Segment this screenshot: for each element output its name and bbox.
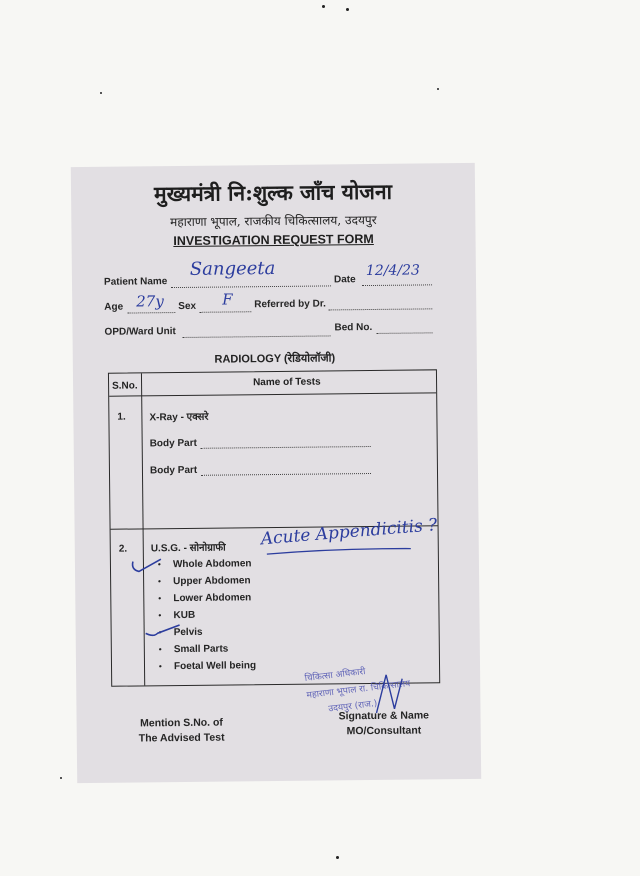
mention-sno-line2: The Advised Test: [138, 731, 225, 745]
usg-test: U.S.G. - सोनोग्राफी: [150, 542, 226, 555]
scan-speck: [336, 856, 339, 859]
sex-value[interactable]: F: [222, 290, 233, 309]
test-name-header: Name of Tests: [252, 376, 321, 389]
bullet-icon: •: [157, 645, 163, 655]
diagnosis-annotation: Acute Appendicitis ?: [260, 515, 439, 550]
opd-ward-label: OPD/Ward Unit: [104, 326, 176, 338]
stamp-line: महाराणा भूपाल रा. चिकित्सालय: [306, 679, 411, 701]
usg-option[interactable]: Small Parts: [173, 643, 229, 656]
consultant-label: MO/Consultant: [346, 724, 422, 738]
usg-option[interactable]: Whole Abdomen: [172, 558, 252, 571]
bullet-icon: •: [157, 594, 163, 604]
body-part-line[interactable]: [201, 446, 371, 449]
age-value[interactable]: 27y: [136, 292, 164, 311]
patient-name-value[interactable]: Sangeeta: [189, 257, 276, 280]
mention-sno-note: [139, 716, 225, 747]
stamp-line: चिकित्सा अधिकारी: [304, 667, 367, 685]
bullet-icon: •: [157, 662, 163, 672]
usg-option[interactable]: Foetal Well being: [173, 660, 257, 673]
row-1-sno: 1.: [117, 411, 126, 423]
date-value[interactable]: 12/4/23: [365, 262, 420, 280]
usg-option[interactable]: Lower Abdomen: [173, 592, 252, 605]
bed-no-label: Bed No.: [334, 321, 373, 334]
stamp-line: उदयपुर (राज.): [327, 698, 378, 715]
checkmark-icon: [144, 621, 184, 641]
body-part-line[interactable]: [201, 473, 371, 476]
investigation-request-form: [71, 163, 481, 783]
radiology-heading: RADIOLOGY (रेडियोलॉजी): [214, 352, 336, 366]
date-line: [362, 284, 432, 286]
mention-sno-line1: Mention S.No. of: [140, 716, 223, 730]
opd-ward-line[interactable]: [183, 335, 331, 338]
diagnosis-underline: [265, 546, 415, 558]
bullet-icon: •: [156, 560, 162, 570]
signature-block: [338, 708, 429, 739]
scan-speck: [437, 88, 439, 90]
bullet-icon: •: [157, 628, 163, 638]
usg-option[interactable]: Upper Abdomen: [173, 575, 251, 588]
bed-no-line[interactable]: [377, 332, 433, 334]
patient-name-label: Patient Name: [103, 276, 168, 288]
signature-label: Signature & Name: [338, 709, 430, 723]
body-part-label: Body Part: [149, 464, 198, 477]
form-title: INVESTIGATION REQUEST FORM: [173, 231, 374, 249]
age-label: Age: [104, 301, 124, 313]
scan-speck: [322, 5, 325, 8]
usg-option[interactable]: Pelvis: [173, 626, 203, 639]
referred-by-line[interactable]: [328, 308, 432, 310]
body-part-label: Body Part: [149, 437, 197, 450]
table-header-divider: [109, 392, 436, 396]
scan-speck: [100, 92, 102, 94]
bullet-icon: •: [157, 577, 162, 587]
row-2-sno: 2.: [118, 543, 128, 555]
sex-label: Sex: [178, 300, 197, 313]
scan-speck: [346, 8, 349, 11]
sex-line: [199, 311, 251, 313]
referred-by-label: Referred by Dr.: [254, 298, 326, 311]
scheme-title: मुख्यमंत्री नि:शुल्क जाँच योजना: [153, 178, 393, 207]
checkmark-icon: [129, 551, 165, 575]
sno-header: S.No.: [112, 380, 138, 392]
age-line: [127, 312, 175, 314]
xray-test: X-Ray - एक्सरे: [149, 411, 209, 424]
scan-speck: [60, 777, 62, 779]
bullet-icon: •: [157, 611, 163, 621]
usg-option[interactable]: KUB: [173, 609, 196, 622]
hospital-name: महाराणा भूपाल, राजकीय चिकित्सालय, उदयपुर: [170, 212, 377, 230]
date-label: Date: [333, 274, 356, 286]
patient-name-line: [171, 285, 331, 288]
